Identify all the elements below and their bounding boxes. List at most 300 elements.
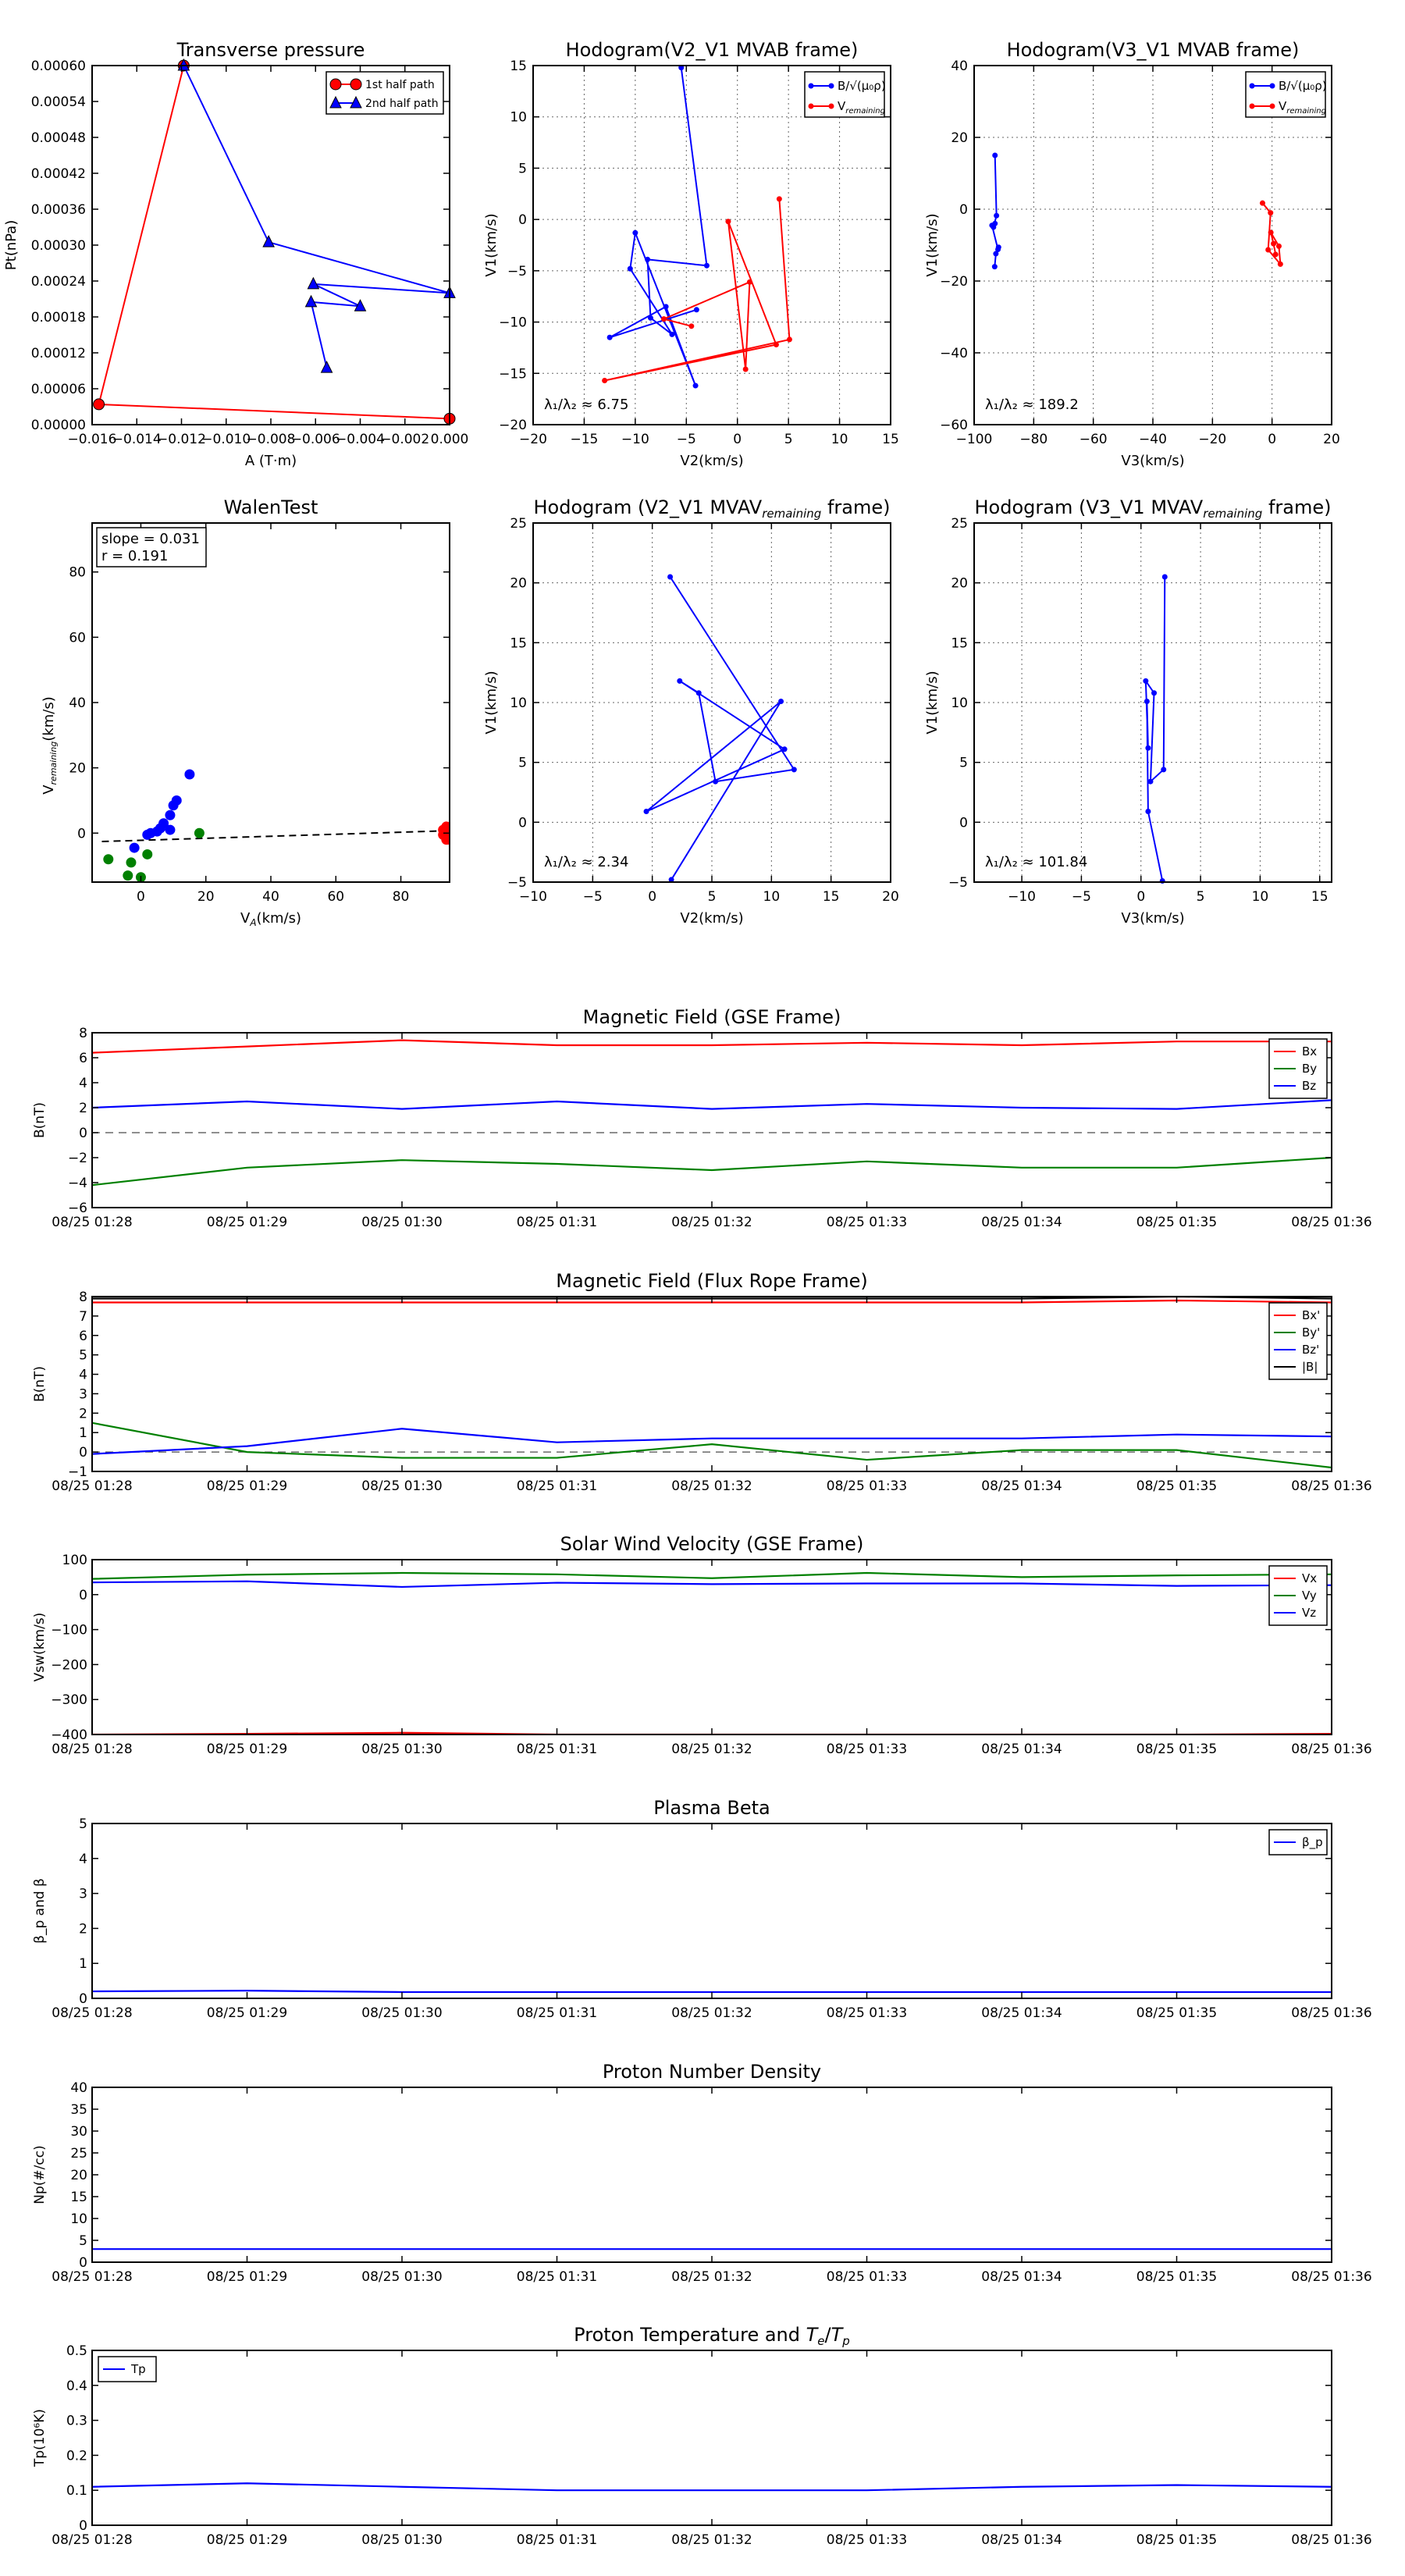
- chart-magnetic-field-fr: [32, 1270, 1372, 1494]
- x-tick-label: 08/25 01:34: [981, 1742, 1062, 1757]
- chart-magnetic-field-gse: [32, 1006, 1372, 1230]
- x-tick-label: 08/25 01:35: [1136, 1478, 1218, 1494]
- data-point: [669, 332, 674, 337]
- data-point: [1250, 104, 1255, 109]
- chart-title: Hodogram(V2_V1 MVAB frame): [565, 39, 859, 61]
- data-point: [1270, 104, 1275, 109]
- chart-title: Plasma Beta: [653, 1797, 770, 1819]
- x-tick-label: 08/25 01:36: [1291, 1742, 1372, 1757]
- x-axis-label: V3(km/s): [1121, 910, 1185, 927]
- y-tick-label: 20: [951, 130, 968, 146]
- x-tick-label: −5: [582, 889, 603, 905]
- legend-label: Vy: [1302, 1589, 1317, 1603]
- y-tick-label: 60: [69, 630, 86, 646]
- x-tick-label: 08/25 01:28: [52, 1742, 133, 1757]
- data-point: [1143, 678, 1148, 684]
- legend-label: Bz': [1302, 1343, 1320, 1357]
- x-tick-label: 08/25 01:33: [826, 2532, 908, 2548]
- data-point: [777, 196, 782, 201]
- y-tick-label: 7: [79, 1308, 87, 1325]
- y-tick-label: 0: [518, 212, 527, 229]
- x-tick-label: −0.010: [201, 432, 251, 447]
- series-line: [92, 2483, 1332, 2490]
- x-tick-label: 08/25 01:33: [826, 1215, 908, 1230]
- y-tick-label: 8: [79, 1290, 87, 1305]
- x-tick-label: −5: [676, 432, 696, 447]
- plot-frame: [92, 2087, 1332, 2262]
- data-point: [602, 378, 607, 383]
- series-line: [92, 1991, 1332, 1992]
- y-tick-label: −40: [940, 346, 968, 361]
- y-tick-label: 0.00000: [30, 418, 86, 433]
- legend-label: $V_{remaining}$: [838, 99, 885, 116]
- x-tick-label: 40: [262, 889, 279, 905]
- x-tick-label: 5: [707, 889, 717, 905]
- y-tick-label: 20: [70, 2168, 87, 2183]
- series-line: [1146, 577, 1165, 881]
- data-point: [663, 304, 669, 309]
- data-point: [774, 342, 779, 347]
- data-point: [142, 849, 152, 859]
- y-tick-label: 5: [79, 1347, 87, 1364]
- series-line: [605, 199, 790, 381]
- data-point: [1268, 210, 1273, 215]
- y-tick-label: 0: [518, 815, 527, 831]
- series-line: [92, 1423, 1332, 1468]
- chart-proton-density: [32, 2061, 1372, 2285]
- x-tick-label: 08/25 01:30: [361, 1742, 443, 1757]
- series-line: [92, 1100, 1332, 1108]
- data-point: [1147, 779, 1153, 785]
- data-point: [330, 79, 341, 90]
- y-tick-label: 25: [510, 516, 527, 532]
- y-tick-label: −6: [67, 1201, 87, 1216]
- legend-label: Tp: [131, 2362, 146, 2376]
- x-axis-label: V2(km/s): [680, 453, 744, 469]
- y-axis-label: β_p and β: [32, 1878, 48, 1944]
- y-tick-label: −300: [51, 1692, 87, 1709]
- data-point: [667, 575, 673, 580]
- data-point: [743, 367, 749, 372]
- y-tick-label: 0.00060: [30, 59, 86, 74]
- x-tick-label: 08/25 01:29: [206, 1215, 288, 1230]
- y-tick-label: 0: [959, 815, 968, 831]
- x-tick-label: −40: [1139, 432, 1167, 447]
- y-tick-label: −1: [67, 1464, 87, 1480]
- chart-title: Hodogram (V3_V1 $MVAV_{remaining}$ frame): [974, 496, 1332, 521]
- x-tick-label: 08/25 01:34: [981, 1478, 1062, 1494]
- eigenvalue-ratio: λ₁/λ₂ ≈ 101.84: [985, 854, 1088, 870]
- data-point: [130, 843, 140, 853]
- data-point: [782, 746, 788, 752]
- y-tick-label: 80: [69, 564, 86, 581]
- data-point: [713, 779, 718, 785]
- x-tick-label: −0.002: [380, 432, 430, 447]
- stats-line: slope = 0.031: [101, 531, 200, 547]
- data-point: [1260, 201, 1265, 206]
- legend-label: 1st half path: [365, 79, 435, 91]
- x-tick-label: 0: [648, 889, 657, 905]
- x-tick-label: 08/25 01:35: [1136, 1742, 1218, 1757]
- y-tick-label: 8: [79, 1026, 87, 1041]
- x-tick-label: −80: [1019, 432, 1048, 447]
- x-tick-label: 20: [882, 889, 899, 905]
- plot-frame: [92, 523, 450, 882]
- y-tick-label: −10: [499, 315, 527, 331]
- x-tick-label: −60: [1079, 432, 1108, 447]
- y-tick-label: 0.1: [66, 2483, 87, 2500]
- y-tick-label: 0.4: [66, 2378, 87, 2394]
- chart-hodogram-v3v1-mvab: [924, 39, 1340, 469]
- y-tick-label: −15: [499, 366, 527, 382]
- y-tick-label: 15: [510, 635, 527, 652]
- x-tick-label: 08/25 01:29: [206, 2269, 288, 2285]
- y-tick-label: 40: [70, 2080, 87, 2096]
- x-tick-label: 10: [831, 432, 848, 447]
- y-tick-label: 30: [70, 2124, 87, 2140]
- y-tick-label: −5: [507, 263, 527, 279]
- data-point: [169, 800, 179, 810]
- data-point: [607, 335, 613, 340]
- x-tick-label: 08/25 01:28: [52, 1215, 133, 1230]
- x-tick-label: −20: [1198, 432, 1227, 447]
- data-point: [992, 153, 998, 158]
- data-point: [1278, 262, 1283, 267]
- plot-frame: [92, 1823, 1332, 1998]
- x-tick-label: 20: [1323, 432, 1340, 447]
- chart-hodogram-v2v1-mvav: [483, 496, 899, 927]
- legend-label: |B|: [1302, 1360, 1318, 1374]
- data-point: [1162, 575, 1168, 580]
- data-point: [996, 244, 1001, 250]
- x-tick-label: 08/25 01:31: [516, 1742, 598, 1757]
- data-point: [1268, 229, 1274, 235]
- y-tick-label: 20: [69, 760, 86, 777]
- chart-title: Proton Number Density: [602, 2061, 822, 2083]
- y-tick-label: −400: [51, 1727, 87, 1743]
- x-tick-label: 08/25 01:32: [671, 2269, 752, 2285]
- y-axis-label: V1(km/s): [924, 213, 941, 277]
- y-tick-label: 3: [79, 1886, 87, 1902]
- x-tick-label: 08/25 01:36: [1291, 1478, 1372, 1494]
- chart-transverse-pressure: [3, 39, 468, 469]
- y-tick-label: 6: [79, 1051, 87, 1066]
- x-tick-label: 08/25 01:35: [1136, 2269, 1218, 2285]
- data-point: [994, 213, 999, 219]
- data-point: [1161, 767, 1166, 772]
- x-tick-label: −100: [955, 432, 993, 447]
- data-point: [165, 810, 175, 820]
- data-point: [103, 854, 113, 864]
- data-point: [688, 323, 694, 329]
- x-tick-label: 08/25 01:34: [981, 2532, 1062, 2548]
- legend-label: 2nd half path: [365, 98, 439, 110]
- x-axis-label: V2(km/s): [680, 910, 744, 927]
- y-tick-label: 0: [79, 1126, 87, 1141]
- data-point: [1270, 84, 1275, 89]
- y-axis-label: Tp(10⁶K): [32, 2408, 48, 2467]
- legend-label: β_p: [1302, 1835, 1323, 1849]
- y-axis-label: B(nT): [32, 1365, 48, 1403]
- x-tick-label: 08/25 01:28: [52, 2005, 133, 2021]
- data-point: [123, 870, 133, 881]
- x-tick-label: 08/25 01:36: [1291, 2269, 1372, 2285]
- x-tick-label: 08/25 01:33: [826, 1478, 908, 1494]
- x-tick-label: 08/25 01:29: [206, 1742, 288, 1757]
- y-tick-label: 0.00030: [30, 238, 86, 254]
- y-axis-label: V1(km/s): [924, 671, 941, 735]
- legend-label: Bz: [1302, 1079, 1317, 1093]
- y-tick-label: 0.00054: [30, 94, 86, 110]
- chart-title: Solar Wind Velocity (GSE Frame): [560, 1533, 864, 1555]
- x-tick-label: 08/25 01:30: [361, 2005, 443, 2021]
- data-point: [306, 296, 317, 307]
- y-tick-label: 1: [79, 1956, 87, 1973]
- x-tick-label: 08/25 01:29: [206, 2005, 288, 2021]
- y-tick-label: 0.00018: [30, 310, 86, 326]
- legend-label: Vx: [1302, 1571, 1318, 1585]
- y-tick-label: 5: [79, 2233, 87, 2249]
- plot-frame: [92, 1033, 1332, 1208]
- chart-title: Transverse pressure: [176, 39, 365, 61]
- x-tick-label: −0.012: [157, 432, 206, 447]
- x-tick-label: 80: [392, 889, 410, 905]
- x-tick-label: 08/25 01:32: [671, 1215, 752, 1230]
- y-tick-label: −2: [67, 1151, 87, 1166]
- x-tick-label: 08/25 01:33: [826, 2005, 908, 2021]
- x-tick-label: −10: [621, 432, 649, 447]
- data-point: [992, 264, 998, 269]
- x-tick-label: 5: [784, 432, 793, 447]
- y-tick-label: 0: [959, 202, 968, 218]
- x-tick-label: 15: [882, 432, 899, 447]
- x-tick-label: 0: [1136, 889, 1146, 905]
- y-tick-label: 0: [79, 1445, 87, 1461]
- legend-label: By': [1302, 1325, 1321, 1340]
- y-tick-label: 1: [79, 1425, 87, 1442]
- series-line: [92, 1041, 1332, 1053]
- eigenvalue-ratio: λ₁/λ₂ ≈ 6.75: [544, 397, 629, 413]
- x-tick-label: 20: [197, 889, 215, 905]
- data-point: [194, 828, 205, 838]
- y-tick-label: 3: [79, 1386, 87, 1403]
- x-tick-label: −20: [519, 432, 547, 447]
- y-tick-label: −5: [948, 875, 968, 891]
- data-point: [155, 824, 165, 834]
- y-tick-label: 0: [79, 2255, 87, 2271]
- chart-solar-wind-velocity: [32, 1533, 1372, 1757]
- y-tick-label: 10: [951, 696, 968, 711]
- legend-label: Bx': [1302, 1308, 1321, 1322]
- legend-label: B/√(μ₀ρ): [1279, 79, 1327, 93]
- x-tick-label: 10: [763, 889, 781, 905]
- data-point: [184, 770, 194, 780]
- y-tick-label: −4: [67, 1176, 87, 1191]
- x-tick-label: 08/25 01:30: [361, 1478, 443, 1494]
- y-tick-label: 0.00036: [30, 202, 86, 218]
- y-axis-label: V1(km/s): [483, 671, 500, 735]
- x-tick-label: −0.006: [290, 432, 340, 447]
- legend-label: B/√(μ₀ρ): [838, 79, 886, 93]
- data-point: [1271, 241, 1276, 247]
- y-tick-label: 15: [70, 2190, 87, 2205]
- legend-label: Vz: [1302, 1606, 1317, 1620]
- y-tick-label: 4: [79, 1367, 87, 1383]
- data-point: [693, 383, 699, 389]
- x-tick-label: 08/25 01:32: [671, 1478, 752, 1494]
- x-tick-label: 08/25 01:31: [516, 1478, 598, 1494]
- data-point: [677, 678, 682, 684]
- y-tick-label: 6: [79, 1328, 87, 1344]
- x-axis-label: A (T·m): [244, 453, 297, 469]
- data-point: [628, 266, 633, 272]
- data-point: [644, 809, 649, 814]
- series-line: [646, 577, 794, 880]
- x-tick-label: 08/25 01:30: [361, 2532, 443, 2548]
- y-tick-label: 20: [510, 575, 527, 592]
- data-point: [1250, 84, 1255, 89]
- chart-title: Hodogram(V3_V1 MVAB frame): [1006, 39, 1300, 61]
- y-tick-label: 0.5: [66, 2343, 87, 2359]
- x-tick-label: 08/25 01:30: [361, 2269, 443, 2285]
- legend-label: $V_{remaining}$: [1279, 99, 1326, 116]
- x-tick-label: 10: [1251, 889, 1269, 905]
- y-tick-label: 5: [518, 161, 527, 177]
- chart-walen-test: [41, 496, 455, 928]
- y-tick-label: 0.2: [66, 2448, 87, 2464]
- data-point: [165, 825, 175, 835]
- x-tick-label: 08/25 01:32: [671, 2005, 752, 2021]
- x-tick-label: 0: [1268, 432, 1277, 447]
- eigenvalue-ratio: λ₁/λ₂ ≈ 189.2: [985, 397, 1079, 413]
- data-point: [1276, 244, 1282, 249]
- data-point: [661, 316, 667, 322]
- data-point: [142, 830, 152, 840]
- series-line: [92, 1582, 1332, 1587]
- series-line: [610, 68, 706, 386]
- data-point: [1265, 247, 1271, 252]
- y-tick-label: 10: [70, 2211, 87, 2227]
- series-line: [92, 1158, 1332, 1185]
- chart-plasma-beta: [32, 1797, 1372, 2021]
- x-tick-label: 0: [733, 432, 742, 447]
- x-tick-label: 0.000: [430, 432, 469, 447]
- data-point: [308, 278, 318, 289]
- x-tick-label: 15: [822, 889, 840, 905]
- y-tick-label: 0: [77, 826, 86, 842]
- y-tick-label: 4: [79, 1851, 87, 1867]
- y-axis-label: V1(km/s): [483, 213, 500, 277]
- legend-label: Bx: [1302, 1044, 1318, 1059]
- plot-frame: [533, 66, 891, 425]
- x-tick-label: −0.016: [67, 432, 117, 447]
- data-point: [778, 699, 784, 704]
- data-point: [989, 222, 994, 228]
- x-tick-label: 08/25 01:35: [1136, 1215, 1218, 1230]
- data-point: [1151, 690, 1157, 696]
- data-point: [694, 307, 699, 312]
- data-point: [322, 361, 333, 372]
- y-tick-label: 0.00024: [30, 274, 86, 290]
- chart-title: WalenTest: [223, 496, 318, 518]
- x-tick-label: 08/25 01:31: [516, 2532, 598, 2548]
- y-tick-label: 15: [510, 59, 527, 74]
- y-tick-label: 20: [951, 575, 968, 592]
- y-tick-label: 5: [79, 1816, 87, 1832]
- chart-title: Proton Temperature and $T_e/T_p$: [574, 2324, 850, 2348]
- y-tick-label: 5: [959, 755, 968, 771]
- data-point: [1144, 699, 1150, 704]
- x-tick-label: −10: [519, 889, 547, 905]
- x-tick-label: −0.004: [336, 432, 385, 447]
- series-line: [99, 66, 450, 418]
- data-point: [809, 84, 814, 89]
- data-point: [829, 84, 834, 89]
- x-tick-label: 08/25 01:31: [516, 2005, 598, 2021]
- data-point: [993, 251, 998, 257]
- data-point: [263, 236, 274, 247]
- y-tick-label: 0.00012: [30, 346, 86, 361]
- x-axis-label: V3(km/s): [1121, 453, 1185, 469]
- eigenvalue-ratio: λ₁/λ₂ ≈ 2.34: [544, 854, 629, 870]
- x-axis-label: $V_A(km/s)$: [240, 910, 301, 928]
- x-tick-label: −0.014: [112, 432, 162, 447]
- y-tick-label: 5: [518, 755, 527, 771]
- x-tick-label: 60: [327, 889, 345, 905]
- data-point: [747, 279, 752, 285]
- data-point: [809, 104, 814, 109]
- y-tick-label: 4: [79, 1076, 87, 1091]
- x-tick-label: 08/25 01:28: [52, 2532, 133, 2548]
- x-tick-label: 08/25 01:35: [1136, 2005, 1218, 2021]
- y-tick-label: −60: [940, 418, 968, 433]
- x-tick-label: 08/25 01:28: [52, 2269, 133, 2285]
- y-tick-label: 0: [79, 2518, 87, 2534]
- chart-hodogram-v3v1-mvav: [924, 496, 1332, 927]
- data-point: [725, 219, 731, 224]
- x-tick-label: 08/25 01:29: [206, 1478, 288, 1494]
- y-tick-label: 10: [510, 109, 527, 126]
- x-tick-label: −0.008: [246, 432, 296, 447]
- y-tick-label: 0.00048: [30, 130, 86, 146]
- data-point: [791, 767, 797, 772]
- y-tick-label: 0.3: [66, 2413, 87, 2429]
- data-point: [1145, 745, 1151, 751]
- x-tick-label: 08/25 01:34: [981, 2269, 1062, 2285]
- chart-hodogram-v2v1-mvab: [483, 39, 899, 469]
- y-tick-label: 0.00006: [30, 382, 86, 397]
- x-tick-label: −15: [570, 432, 599, 447]
- chart-title: Magnetic Field (GSE Frame): [582, 1006, 841, 1028]
- data-point: [829, 104, 834, 109]
- y-tick-label: 100: [62, 1553, 87, 1568]
- y-tick-label: 40: [69, 696, 86, 711]
- y-tick-label: 2: [79, 1101, 87, 1116]
- x-tick-label: 08/25 01:36: [1291, 1215, 1372, 1230]
- x-tick-label: 5: [1196, 889, 1205, 905]
- data-point: [1273, 251, 1279, 257]
- y-tick-label: 25: [951, 516, 968, 532]
- x-tick-label: 08/25 01:31: [516, 1215, 598, 1230]
- data-point: [126, 857, 136, 867]
- stats-line: r = 0.191: [101, 548, 169, 564]
- x-tick-label: 08/25 01:33: [826, 2269, 908, 2285]
- x-tick-label: 08/25 01:34: [981, 1215, 1062, 1230]
- chart-proton-temperature: [32, 2324, 1372, 2548]
- x-tick-label: 08/25 01:32: [671, 1742, 752, 1757]
- x-tick-label: 08/25 01:31: [516, 2269, 598, 2285]
- x-tick-label: 08/25 01:35: [1136, 2532, 1218, 2548]
